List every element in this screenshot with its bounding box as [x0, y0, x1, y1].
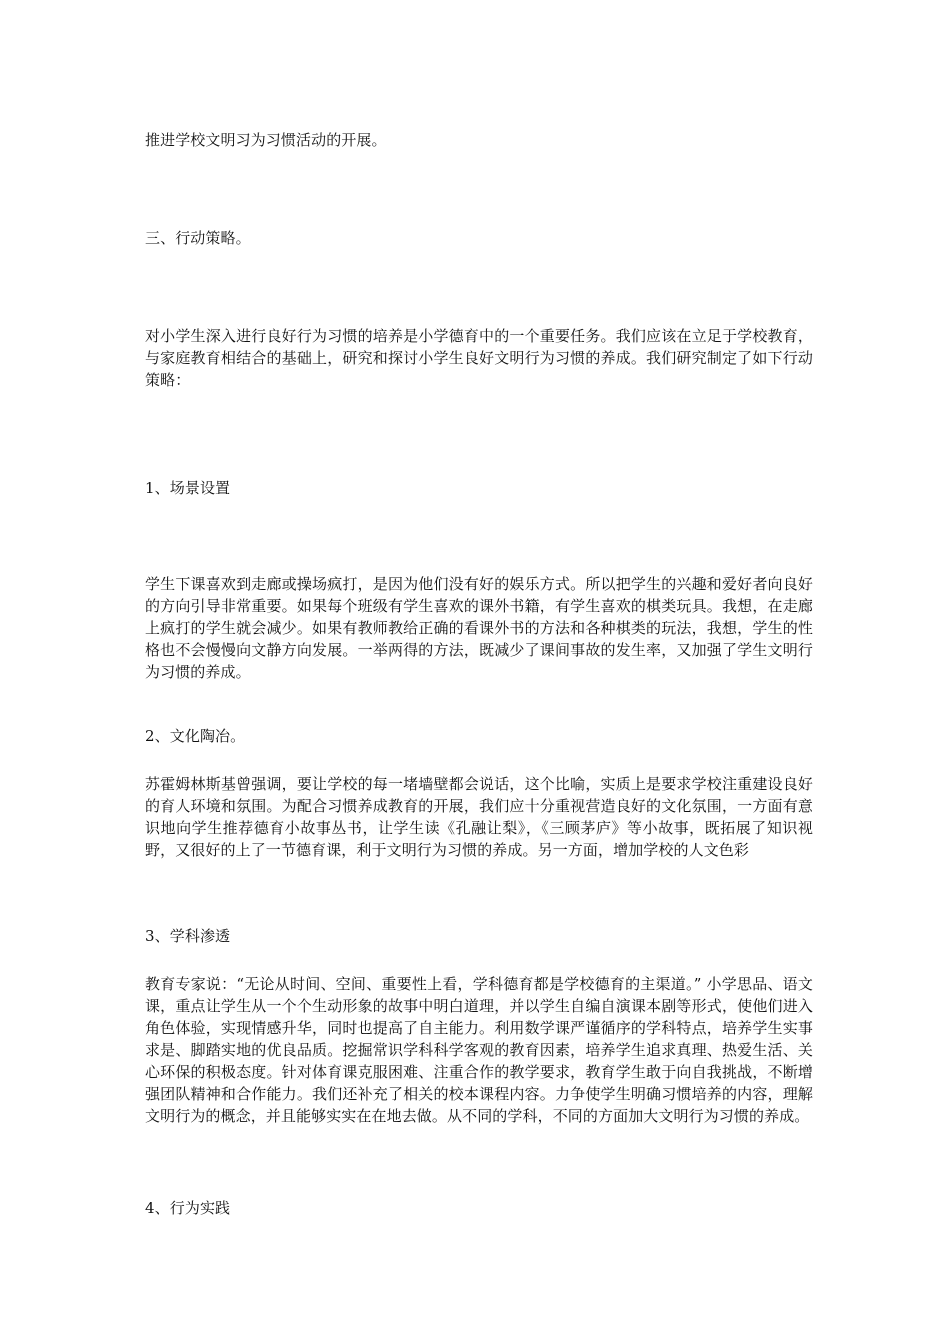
subheading-behavior-practice: 4、行为实践 [145, 1199, 231, 1217]
paragraph-culture: 苏霍姆林斯基曾强调，要让学校的每一堵墙壁都会说话，这个比喻，实质上是要求学校注重建设良好的育人环境和氛围。为配合习惯养成教育的开展，我们应十分重视营造良好的文化氛围，一方面有意识地向学生推荐德育小故事丛书，让学生读《孔融让梨》，《三顾茅庐》等小故事，既拓展了知识视野，又很好的上了一节德育课，利于文明行为习惯的养成。另一方面，增加学校的人文色彩 [145, 775, 813, 859]
subheading-culture: 2、文化陶冶。 [145, 727, 246, 745]
subheading-subject-penetration: 3、学科渗透 [145, 927, 231, 945]
paragraph-scene-setup: 学生下课喜欢到走廊或操场疯打，是因为他们没有好的娱乐方式。所以把学生的兴趣和爱好者向良好的方向引导非常重要。如果每个班级有学生喜欢的课外书籍，有学生喜欢的棋类玩具。我想，在走廊上疯打的学生就会减少。如果有教师教给正确的看课外书的方法和各种棋类的玩法，我想，学生的性格也不会慢慢向文静方向发展。一举两得的方法，既减少了课间事故的发生率，又加强了学生文明行为习惯的养成。 [145, 575, 813, 681]
paragraph-strategy-overview: 对小学生深入进行良好行为习惯的培养是小学德育中的一个重要任务。我们应该在立足于学校教育，与家庭教育相结合的基础上，研究和探讨小学生良好文明行为习惯的养成。我们研究制定了如下行动策略： [145, 327, 813, 389]
section-heading-action-strategy: 三、行动策略。 [145, 229, 251, 247]
paragraph-subject-penetration: 教育专家说：“无论从时间、空间、重要性上看，学科德育都是学校德育的主渠道。” 小学思品、语文课，重点让学生从一个个生动形象的故事中明白道理，并以学生自编自演课本剧等形式，使他们进入角色体验，实现情感升华，同时也提高了自主能力。利用数学课严谨循序的学科特点，培养学生实事求是、脚踏实地的优良品质。挖掘常识学科科学客观的教育因素，培养学生追求真理、热爱生活、关心环保的积极态度。针对体育课克服困难、注重合作的教学要求，教育学生敢于向自我挑战，不断增强团队精神和合作能力。我们还补充了相关的校本课程内容。力争使学生明确习惯培养的内容，理解文明行为的概念，并且能够实实在在地去做。从不同的学科，不同的方面加大文明行为习惯的养成。 [145, 975, 813, 1125]
subheading-scene-setup: 1、场景设置 [145, 479, 231, 497]
paragraph-intro-end: 推进学校文明习为习惯活动的开展。 [145, 131, 387, 149]
